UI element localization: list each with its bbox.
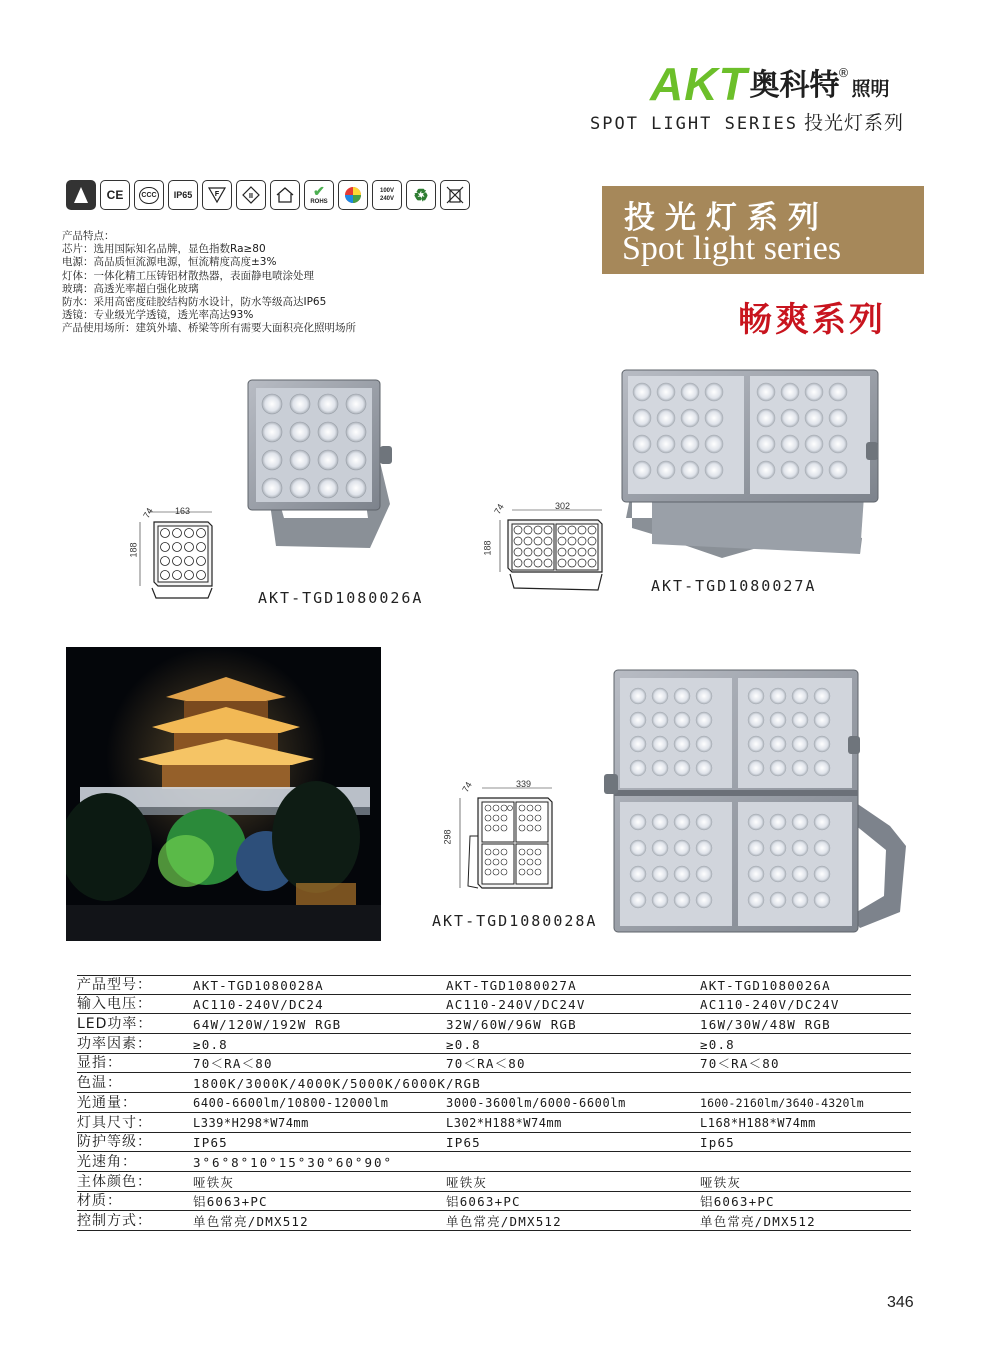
table-row	[77, 1014, 911, 1034]
dim-depth-028a: 74	[460, 780, 474, 794]
table-row	[77, 1093, 911, 1113]
feature-line: 芯片：选用国际知名品牌，显色指数Ra≥80	[62, 243, 266, 256]
series-heading	[590, 108, 904, 135]
svg-text:F: F	[214, 191, 220, 198]
dim-width-028a: 339	[516, 779, 532, 789]
spec-value: 1800K/3000K/4000K/5000K/6000K/RGB	[193, 1076, 481, 1092]
spec-label: 光速角：	[77, 1153, 137, 1170]
dim-depth-027a: 74	[492, 502, 506, 516]
spec-table	[77, 975, 911, 1231]
logo-registered-mark: ®	[837, 66, 850, 80]
spec-value: AKT-TGD1080028A	[193, 977, 324, 993]
table-row	[77, 1152, 911, 1172]
ce-mark-icon: CE	[100, 180, 130, 210]
feature-line: 产品使用场所：建筑外墙、桥梁等所有需要大面积亮化照明场所	[62, 322, 356, 335]
spec-value: 70＜RA＜80	[193, 1056, 273, 1072]
table-row	[77, 975, 911, 995]
logo-cn: 奥科特	[749, 68, 840, 103]
f-mark-icon	[202, 180, 232, 210]
table-row	[77, 1133, 911, 1153]
spec-value: AC110-240V/DC24	[193, 997, 324, 1013]
spec-value: 单色常亮/DMX512	[700, 1213, 816, 1229]
spec-label: 控制方式：	[77, 1212, 152, 1229]
spec-value: AKT-TGD1080027A	[446, 977, 577, 993]
spec-value: 铝6063+PC	[700, 1194, 775, 1210]
feature-line: 玻璃：高透光率超白强化玻璃	[62, 282, 199, 295]
spec-value: 6400-6600lm/10800-12000lm	[193, 1095, 389, 1110]
dim-depth-026a: 74	[141, 506, 155, 520]
spec-label: 功率因素：	[77, 1035, 152, 1052]
dimension-drawing-028a	[444, 776, 564, 896]
dim-width-026a: 163	[175, 506, 191, 516]
series-banner	[602, 186, 924, 274]
triangle-icon	[66, 180, 96, 210]
spec-value: 哑铁灰	[700, 1174, 742, 1190]
spec-value: 70＜RA＜80	[700, 1056, 780, 1072]
feature-line: 防水：采用高密度硅胶结构防水设计，防水等级高达IP65	[62, 296, 327, 309]
table-row	[77, 995, 911, 1015]
subseries-title: 畅爽系列	[738, 300, 886, 340]
table-row	[77, 1054, 911, 1074]
svg-text:II: II	[249, 193, 253, 200]
dim-height-028a: 298	[442, 829, 453, 845]
series-en: SPOT LIGHT SERIES	[590, 114, 798, 134]
house-icon	[270, 180, 300, 210]
class-two-icon	[236, 180, 266, 210]
table-row	[77, 1192, 911, 1212]
spec-value: 3000-3600lm/6000-6600lm	[446, 1095, 626, 1110]
spec-value: L168*H188*W74mm	[700, 1115, 816, 1130]
table-row	[77, 1113, 911, 1133]
spec-label: 主体颜色：	[77, 1173, 152, 1190]
model-label-028a: AKT-TGD1080028A	[432, 912, 598, 930]
table-row	[77, 1211, 911, 1231]
spec-value: 32W/60W/96W RGB	[446, 1017, 577, 1033]
spec-value: 哑铁灰	[446, 1174, 488, 1190]
no-bin-icon	[440, 180, 470, 210]
table-row	[77, 1034, 911, 1054]
color-wheel-icon	[338, 180, 368, 210]
spec-value: 1600-2160lm/3640-4320lm	[700, 1095, 864, 1110]
spec-value: Ip65	[700, 1135, 735, 1151]
spec-value: AC110-240V/DC24V	[446, 997, 586, 1013]
spec-value: 3°6°8°10°15°30°60°90°	[193, 1154, 394, 1170]
product-render-026a	[240, 378, 410, 566]
table-row	[77, 1073, 911, 1093]
model-label-026a: AKT-TGD1080026A	[258, 589, 424, 607]
spec-value: IP65	[193, 1135, 228, 1151]
spec-value: L302*H188*W74mm	[446, 1115, 562, 1130]
spec-value: 64W/120W/192W RGB	[193, 1017, 342, 1033]
banner-title-en: Spot light series	[622, 230, 842, 267]
logo-sub: 照明	[851, 78, 890, 100]
spec-value: 铝6063+PC	[193, 1194, 268, 1210]
spec-label: 光通量：	[77, 1094, 137, 1111]
spec-value: 16W/30W/48W RGB	[700, 1017, 831, 1033]
brand-logo	[650, 58, 890, 110]
page-number: 346	[887, 1294, 914, 1311]
dim-height-027a: 188	[482, 540, 493, 556]
ccc-mark-icon: CCC	[134, 180, 164, 210]
spec-label: LED功率：	[77, 1016, 153, 1033]
recycle-icon: ♻	[406, 180, 436, 210]
spec-label: 灯具尺寸：	[77, 1114, 152, 1131]
certification-icons	[66, 180, 470, 210]
spec-value: 单色常亮/DMX512	[193, 1213, 309, 1229]
product-render-028a	[600, 666, 908, 944]
spec-label: 材质：	[77, 1193, 122, 1210]
dim-height-026a: 188	[128, 542, 139, 558]
spec-value: ≥0.8	[193, 1036, 228, 1052]
table-row	[77, 1172, 911, 1192]
banner-title-cn: 投光灯系列	[624, 200, 829, 236]
product-features	[62, 230, 356, 336]
spec-label: 防护等级：	[77, 1134, 152, 1151]
spec-label: 输入电压：	[77, 996, 152, 1013]
spec-value: 70＜RA＜80	[446, 1056, 526, 1072]
product-render-027a	[612, 368, 894, 574]
feature-line: 电源：高品质恒流源电源，恒流精度高度±3%	[62, 256, 277, 269]
spec-value: 铝6063+PC	[446, 1194, 521, 1210]
spec-label: 产品型号：	[77, 976, 152, 993]
spec-label: 显指：	[77, 1055, 122, 1072]
feature-line: 透镜：专业级光学透镜，透光率高达93%	[62, 309, 254, 322]
rohs-icon: ✔ ROHS	[304, 180, 334, 210]
dimension-drawing-027a	[494, 498, 614, 598]
voltage-icon: 100V 240V	[372, 180, 402, 210]
features-heading: 产品特点：	[62, 230, 115, 242]
series-cn: 投光灯系列	[804, 112, 905, 134]
spec-value: 单色常亮/DMX512	[446, 1213, 562, 1229]
ip65-icon: IP65	[168, 180, 198, 210]
spec-value: ≥0.8	[700, 1036, 735, 1052]
logo-akt: AKT	[650, 58, 748, 110]
spec-value: AC110-240V/DC24V	[700, 997, 840, 1013]
application-night-photo	[66, 647, 381, 941]
spec-value: L339*H298*W74mm	[193, 1115, 309, 1130]
spec-label: 色温：	[77, 1075, 122, 1092]
model-label-027a: AKT-TGD1080027A	[651, 577, 817, 595]
dim-width-027a: 302	[555, 501, 571, 511]
spec-value: AKT-TGD1080026A	[700, 977, 831, 993]
spec-value: 哑铁灰	[193, 1174, 235, 1190]
spec-value: ≥0.8	[446, 1036, 481, 1052]
spec-value: IP65	[446, 1135, 481, 1151]
feature-line: 灯体：一体化精工压铸铝材散热器，表面静电喷涂处理	[62, 269, 314, 282]
